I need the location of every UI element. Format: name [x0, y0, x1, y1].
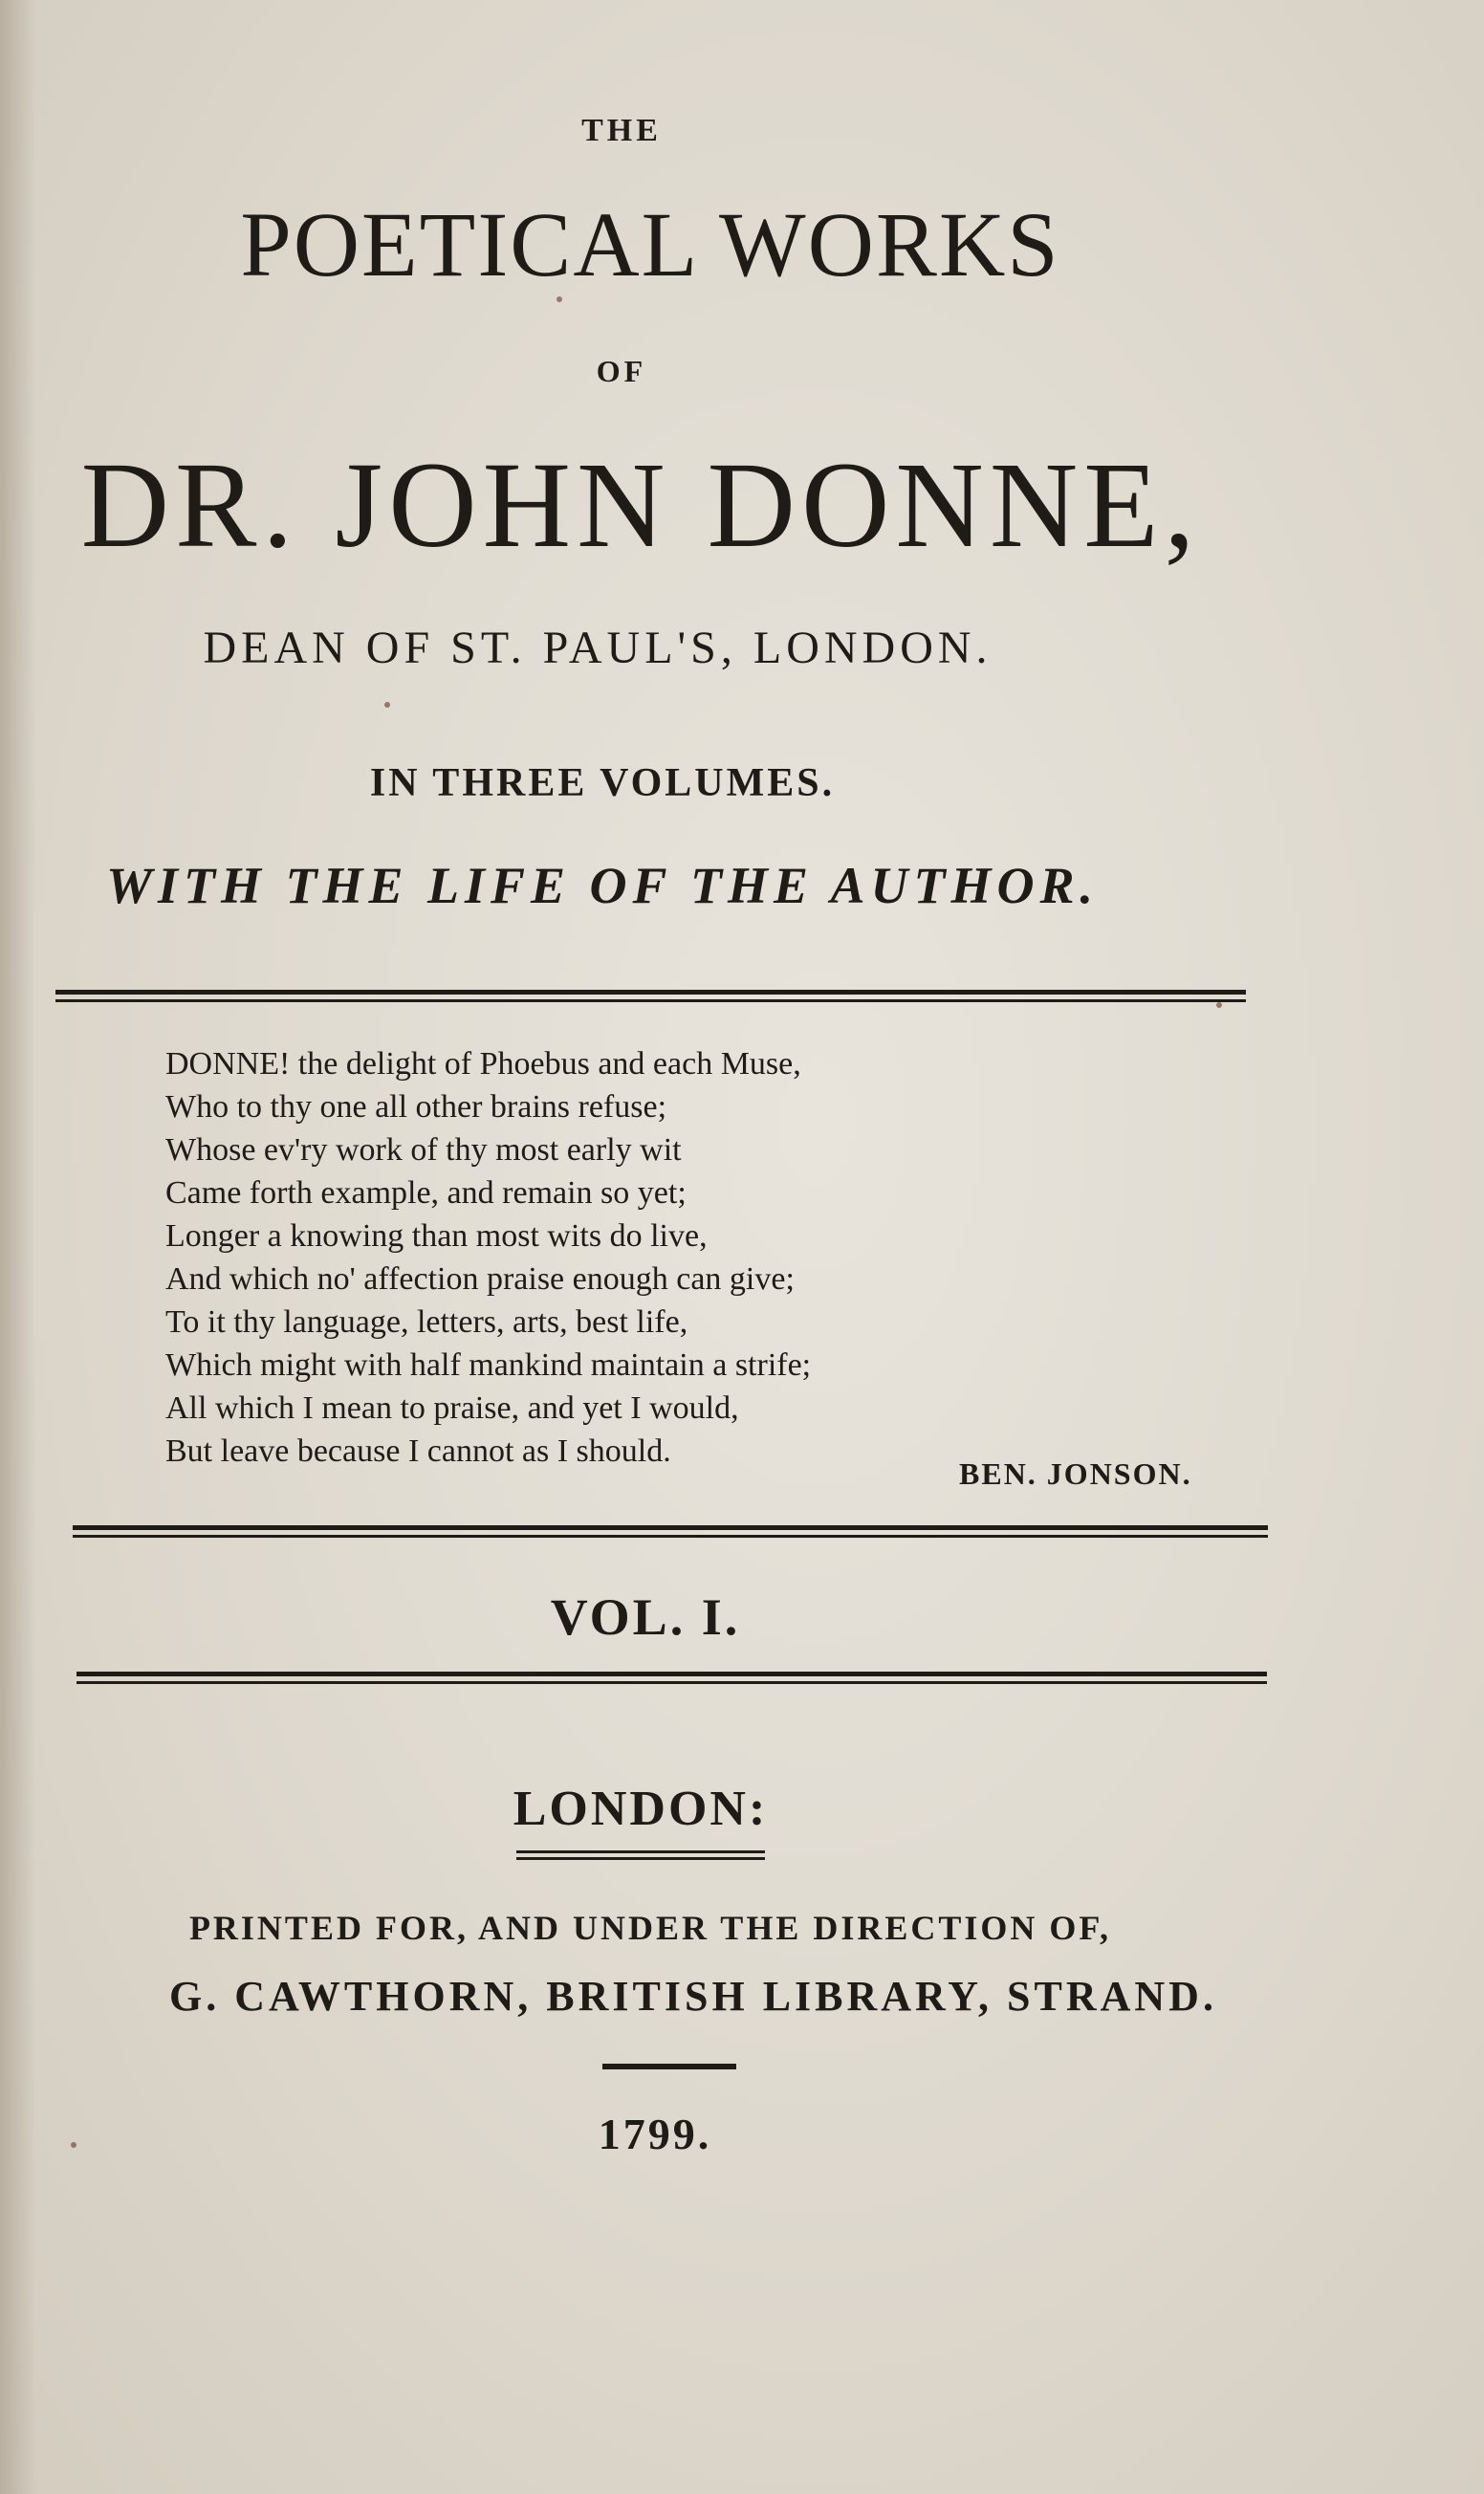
- imprint-printed-for: PRINTED FOR, AND UNDER THE DIRECTION OF,: [188, 1909, 1112, 1947]
- double-rule-bottom: [76, 1672, 1267, 1684]
- life-note: WITH THE LIFE OF THE AUTHOR.: [105, 857, 1100, 914]
- paper-fleck: [1216, 1002, 1222, 1008]
- paper-fleck: [556, 296, 562, 302]
- imprint-place: LONDON:: [513, 1782, 769, 1836]
- imprint-year: 1799.: [598, 2110, 712, 2158]
- paper-fleck: [71, 2142, 76, 2148]
- volumes-note: IN THREE VOLUMES.: [369, 761, 836, 805]
- author-name: DR. JOHN DONNE,: [80, 437, 1201, 573]
- title-of: OF: [596, 354, 647, 388]
- epigraph-line: All which I mean to praise, and yet I would,: [165, 1390, 739, 1426]
- volume-number: VOL. I.: [550, 1588, 741, 1646]
- title-article: THE: [581, 113, 662, 148]
- double-rule-top: [55, 990, 1246, 1002]
- epigraph-line: Which might with half mankind maintain a strife;: [165, 1347, 812, 1383]
- epigraph-line: Came forth example, and remain so yet;: [165, 1175, 687, 1211]
- epigraph-line: To it thy language, letters, arts, best life,: [165, 1304, 688, 1340]
- epigraph-line: DONNE! the delight of Phoebus and each Muse,: [165, 1046, 801, 1082]
- book-title: POETICAL WORKS: [240, 193, 1060, 295]
- imprint-publisher: G. CAWTHORN, BRITISH LIBRARY, STRAND.: [169, 1973, 1217, 2020]
- epigraph-line: And which no' affection praise enough can give;: [165, 1261, 795, 1297]
- double-rule-middle: [73, 1525, 1268, 1538]
- paper-fleck: [384, 702, 390, 708]
- epigraph-line: Longer a knowing than most wits do live,: [165, 1218, 708, 1254]
- author-role: DEAN OF ST. PAUL'S, LONDON.: [203, 623, 993, 673]
- epigraph-line: Whose ev'ry work of thy most early wit: [165, 1132, 682, 1168]
- epigraph-attribution: BEN. JONSON.: [959, 1456, 1192, 1491]
- epigraph-line: But leave because I cannot as I should.: [165, 1433, 671, 1469]
- epigraph-line: Who to thy one all other brains refuse;: [165, 1089, 667, 1125]
- imprint-place-rule: [516, 1850, 765, 1860]
- imprint-short-rule: [602, 2064, 736, 2069]
- epigraph-poem: [165, 1042, 1122, 1473]
